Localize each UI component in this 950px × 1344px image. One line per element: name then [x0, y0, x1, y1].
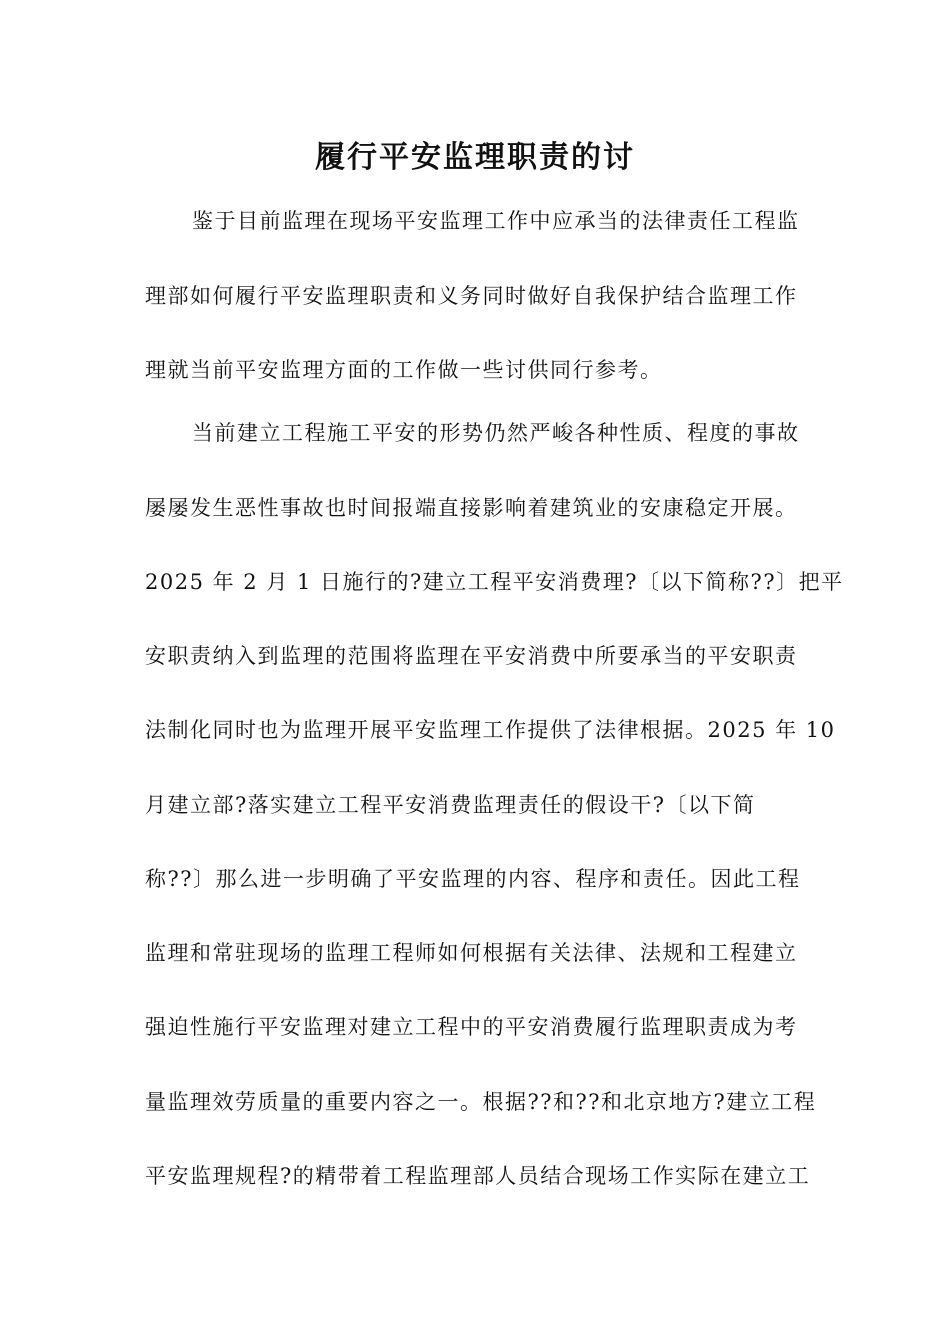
paragraph-line: 理就当前平安监理方面的工作做一些讨供同行参考。	[145, 358, 663, 382]
paragraph-line: 屡屡发生恶性事故也时间报端直接影响着建筑业的安康稳定开展。	[145, 496, 798, 520]
paragraph-line: 安职责纳入到监理的范围将监理在平安消费中所要承当的平安职责	[145, 644, 798, 668]
paragraph-line: 鉴于目前监理在现场平安监理工作中应承当的法律责任工程监	[192, 209, 800, 233]
paragraph-line: 理部如何履行平安监理职责和义务同时做好自我保护结合监理工作	[145, 284, 798, 308]
paragraph-line: 平安监理规程?的精带着工程监理部人员结合现场工作实际在建立工	[145, 1164, 811, 1188]
document-title: 履行平安监理职责的讨	[315, 140, 635, 175]
paragraph-line: 称??〕那么进一步明确了平安监理的内容、程序和责任。因此工程	[145, 867, 801, 891]
paragraph-line: 法制化同时也为监理开展平安监理工作提供了法律根据。2025 年 10	[145, 718, 836, 742]
paragraph-line: 2025 年 2 月 1 日施行的?建立工程平安消费理?〔以下简称??〕把平	[145, 570, 844, 594]
paragraph-line: 月建立部?落实建立工程平安消费监理责任的假设干?〔以下简	[145, 793, 756, 817]
paragraph-line: 强迫性施行平安监理对建立工程中的平安消费履行监理职责成为考	[145, 1015, 798, 1039]
paragraph-line: 监理和常驻现场的监理工程师如何根据有关法律、法规和工程建立	[145, 941, 798, 965]
paragraph-line: 量监理效劳质量的重要内容之一。根据??和??和北京地方?建立工程	[145, 1090, 817, 1114]
paragraph-line: 当前建立工程施工平安的形势仍然严峻各种性质、程度的事故	[192, 421, 800, 445]
